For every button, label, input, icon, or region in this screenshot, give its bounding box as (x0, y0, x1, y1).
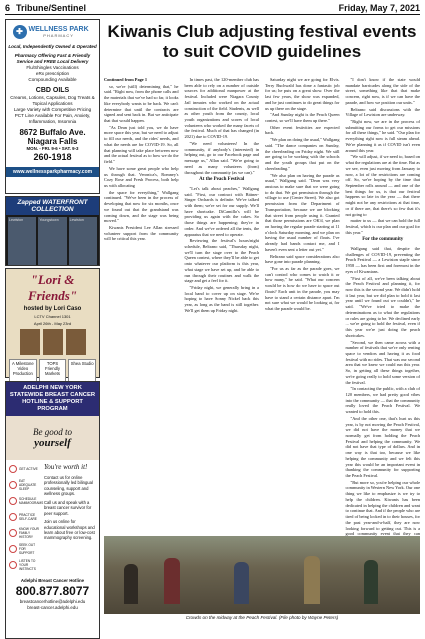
column-3 (265, 77, 340, 555)
issue-date: Friday, May 7, 2021 (338, 3, 420, 13)
pharmacy-name: WELLNESS PARK (28, 25, 89, 33)
crowd-figure (124, 564, 138, 604)
hotline-block (6, 578, 99, 611)
pharmacy-line: Pharmacy Offering Fast & Friendly Service and FREE Local Delivery (14, 52, 91, 64)
hotline-number: 800.877.8077 (15, 583, 90, 598)
list-item: Join us online for educational workshops and learn about free or low-cost mammography screening. (44, 519, 95, 541)
paragraph: "I don't know if the state would mandate barricades along the side of the street, something like that that make concern, right now, is if we can have the parade, and how we position our units." (345, 77, 420, 105)
paragraph: "But more so, you're helping our whole community in Western New York. Our one thing we like to emphasize is we try to help the children. Kiwanis has been dedicated in helping the children and want to continue that. And if the people who are tired of being locked in to their houses, for the past year-and-a-half, they are now looking forward to getting out. This is a good community event that they can (345, 479, 420, 537)
crowd-figure (304, 556, 320, 604)
pharmacy-phone: 260-1918 (33, 152, 72, 163)
paragraph: "We need volunteers! In the community, if anybody's (interested) in helping out, go to our Facebook page and message us," Allan said. "We're going to need as many volunteers (from) throughout the community (as we can)." (184, 140, 259, 175)
paragraph: We have some great people who help us through that. Veronica's, Romney's Cozy Rose and Fresh Process, both help us with allocating (104, 165, 179, 188)
tip-label: SCHEDULE MAMMOGRAMS (19, 497, 44, 506)
pharmacy-logo (13, 23, 93, 41)
crowd-figure (164, 558, 180, 604)
tip-icon (9, 561, 17, 569)
paragraph: Kiwanis President Lee Allan stressed volunteer support from the community will be critical this year. (104, 224, 179, 242)
paragraph: In times past, the 120-member club has been able to rely on a number of outside sources for additional manpower at the festival. Included were Niagara County Jail inmates who worked on the actual construction of the field. Students, as well as other youth from the county, local youth organizations and scores of local volunteers who worked the many facets of the festival. Much of that has changed (in 2021) due to COVID-19. (184, 77, 259, 140)
pharmacy-line: CBD OILS (35, 86, 70, 94)
page-number: 6 (5, 3, 11, 13)
paragraph: the space for everything," Wallgang continued. "We've been in the process of developing that now for six months, once we found out that the grandstand was coming down, and the stage was being moved." (104, 189, 179, 224)
column-2 (185, 77, 260, 555)
adelphi-band: ADELPHI NEW YORK STATEWIDE BREAST CANCER HOTLINE & SUPPORT PROGRAM (6, 382, 99, 416)
tip-label: GET ACTIVE (19, 467, 38, 472)
pharmacy-address: 8672 Buffalo Ave. Niagara Falls (19, 127, 86, 146)
pharmacy-web: www.wellnessparkpharmacy.com (6, 167, 99, 178)
hotline-web: breast-cancer.adelphi.edu (27, 604, 78, 610)
adelphi-ad (5, 381, 100, 639)
tip-icon (9, 545, 17, 553)
guest-photo (20, 329, 40, 355)
pharmacy-line: Large Variety with Competitive Pricing (13, 106, 92, 112)
lori-station: LCTV Channel 1301 (34, 314, 71, 319)
tip-label: EAT ADEQUATE SLEEP (19, 479, 37, 492)
tip-icon (9, 465, 17, 473)
list-item: Contact us for online professionally led bilingual counseling, support and wellness groups. (44, 474, 93, 497)
tip-icon (9, 481, 17, 489)
pharmacy-line: Compounding Available (28, 76, 77, 82)
paragraph: "We also plan on having the parade as usual," Wallgang said. "Dean was very anxious to make sure that we were going to do that. We got permission through the village to use (Center Street). We also got permission from the Department of Transportation, because we are blocking that street from people using it. Granted that those permissions are OK'd, we plan on having the regular parade starting at 11 o'clock Saturday morning, and we plan on having the usual number of floats. I've already had bands contact me, and I haven't even sent a letter out yet." (265, 172, 340, 252)
paragraph: Reviewing the festival's hours/night schedule, Beltrano said, "Thursday night, we'll turn the stage over to the Peach Queen contest, where they'll be able to get onto whatever our platform is this year, what stage we have set up, and be able to run through their routines and walk the stage and get a feel for it. (184, 238, 259, 284)
pharmacy-line: Creams, Lotions, Capsules, Dog Treats & Topical Applications (10, 94, 95, 106)
list-item: Call us and speak with a breast cancer survivor for peer support. (44, 499, 92, 516)
paragraph: Beltrano said space considerations also have gone into parade planning. (265, 253, 340, 265)
pharmacy-hours: MON. - FRI. 9-6 • SAT. 9-3 (26, 146, 79, 152)
hotline-email: breastcancerhotline@adelphi.edu (19, 599, 86, 605)
column-1 (104, 77, 179, 555)
article-columns (104, 77, 420, 555)
tip-icons (9, 463, 44, 572)
listing-cell: Lewiston (69, 217, 97, 265)
paragraph: "And the other one, that's hurt us this year, is by not moving the Peach Festival, we did not have the money that we normally get from holding the Peach Festival and helping the community. We did not have that type of dollars. And in one way is that too, because we like helping the community and we felt this year this would be an important event in thanking the community for supporting the Peach Festival. (345, 415, 420, 479)
waterfront-ad (5, 196, 100, 266)
paragraph: "As Dean just told you, we do have more space this year, but we need to adjust to fill our needs, and the rides' needs, and what the needs are for COVID-19. So, all that planning will take place between now and the actual festival as to how we do the field." (104, 124, 179, 165)
hero-line: Be good to (33, 426, 72, 437)
column-4 (346, 77, 421, 555)
guest-photo (66, 329, 86, 355)
headline: Kiwanis Club adjusting festival events to suit COVID guidelines (107, 22, 417, 61)
paragraph: "Let's talk about peaches," Wallgang said. "First, our contract with Bittner-Singer Orchards is definite. We've talked with them; we're set for our supply. We'll have shortcake. DiCamillo's will be providing us again with the cakes. So those things are happening; they're in order. And we've ordered all the tents, the apparatus that we need to operate. (184, 185, 259, 237)
tip-label: KNOW YOUR FAMILY HISTORY (19, 527, 39, 540)
paragraph: "Second, we then came across with a number of festivals that we're only renting space to vendors and having it as food festival with no rides. That was our second area that we knew we could run this year. So, in getting all these things together, we're going really to hold some version of the festival. (345, 339, 420, 385)
pharmacy-line: eRx prescription (35, 70, 70, 76)
paragraph: Wallgang said that, despite the challenges of COVID-19, preventing the Peach Festival — a Lewiston staple since 1958 — has been first and foremost in the eyes of Kiwanians. (345, 246, 420, 274)
paragraph: "Right now, we are in the process of submitting our forms to get our missions for all these things," he said. "Our plan for everything right now is full steam ahead. We're planning it as if COVID isn't even around this year. (345, 119, 420, 153)
sponsor-box: A Milestone Video Production (9, 359, 37, 385)
adelphi-list (44, 463, 96, 572)
paragraph: "And Sunday night is the Peach Queen contest, so we'll have them up there." (265, 112, 340, 124)
paragraph: Other event festivities are expected back. (265, 124, 340, 136)
sponsor-box: TOPS Friendly Markets (39, 359, 67, 385)
tip-icon (9, 513, 17, 521)
worth-text: You're worth it! (44, 462, 88, 471)
tip-label: LISTEN TO YOUR INSTINCTS (19, 559, 36, 572)
festival-photo (104, 536, 420, 614)
pharmacy-line: Flu/Shingles Vaccinations (26, 64, 79, 70)
lori-dates: April 26th - May 23rd (33, 321, 72, 326)
paragraph: "First of all, we've been talking about the Peach Festival and planning it, for now this is the second year. We didn't hold it last year, but we did plan to hold it last year until we found out we couldn't," he said. "We've tried to make the determinations as to what the regulations or rules are going to be. We declined early ... we're going to hold the festival, even if this year we're just doing the peach shortcakes. (345, 275, 420, 338)
paragraph: matter to us — that we can hold the full festival, which is our plan and our goal for this year." (345, 218, 420, 235)
paragraph: so, we're (still) determining that," he said. "Right now, from the phone calls and the materials that we've had so far, it looks like everybody wants to be back. We can't determine that until the contracts are signed and sent back in. But we anticipate that that would happen. (104, 83, 179, 124)
waterfront-title: Zapped WATERFRONT COLLECTION (6, 197, 99, 215)
crowd-figure (234, 562, 249, 604)
listing-cell: Youngstown (38, 217, 66, 265)
tip-label: SEEK OUT FOR SUPPORT (19, 543, 36, 556)
hotline-name: Adelphi Breast Cancer Hotline (20, 577, 85, 583)
tip-label: PRACTICE SELF-CARE (19, 513, 37, 522)
lori-friends-ad (5, 268, 100, 378)
cross-icon: ✚ (13, 25, 27, 39)
paragraph: "We will adjust, if we need to, based on what the regulations are at the time. But as we see, even just moving from January to now, a lot of the restrictions are coming off. So, we're hoping by the time that September rolls around — and one of the best things for us, is that our festival happens so late in the year — that there might not be any restrictions at that time, or if there are, that there's so few that it's not going to (345, 154, 420, 217)
tip-icon (9, 497, 17, 505)
paper-name: Tribune/Sentinel (16, 3, 87, 13)
ad-column (5, 19, 100, 620)
pharmacy-sub: PHARMACY (43, 33, 74, 39)
paragraph: Beltrano said discussions with the Village of Lewiston are underway. (345, 106, 420, 118)
pharmacy-line: PCT Line Available For Pain, Anxiety, Inflammation, Insomnia (14, 112, 91, 124)
subhead: At the Peach Festival (199, 177, 245, 183)
continued-line: Continued from Page 1 (104, 77, 147, 82)
crowd-figure (364, 560, 378, 604)
lori-host: hosted by Lori Caso (23, 306, 82, 312)
listing-cell: Lewiston (8, 217, 36, 265)
paragraph: "We plan on doing the usual," Wallgang said. "The dance companies on Sunday, the cheerleading on Friday night. We still are going to be working with the schools and the youth groups that put on the cheerleading." (265, 137, 340, 171)
guest-photo (43, 329, 63, 355)
paragraph: "In contacting the public, with a club of 120 members, we had pretty good vibes into the community — that the community really loved the Peach Festival. We wanted to hold this. (345, 386, 420, 415)
pharmacy-ad (5, 19, 100, 194)
page-header (5, 3, 420, 15)
tip-icon (9, 529, 17, 537)
photo-caption: Crowds on the midway at the Peach Festival. (File photo by Wayne Peters) (185, 615, 339, 620)
article (104, 19, 420, 537)
subhead: For the community (362, 237, 404, 243)
paragraph: Saturday night we are going for Elvis. Terry Buchwald has done a fantastic job for us; he puts on a great show. Over the last few years, the show was expanded, and he just continues to do great things for us up there on the stage. (265, 77, 340, 111)
hero-line: yourself (34, 436, 71, 449)
adelphi-hero (6, 416, 99, 460)
paragraph: "Friday night, we generally bring in a local band to cover up on stage. We're hoping to have Sonny Nickel back this year, as long as the band is still together. We'll get them up Friday night. (184, 285, 259, 313)
paragraph: "For us as far as the parade goes, we can't control who comes to watch it or how many," he said. "What our concern would be is how do we have to space out floats? Each unit in the parade, you may have to stand a certain distance apart. I'm not sure what we would be looking at, for what the parade would be. (265, 266, 340, 312)
pharmacy-line: Local, Independently Owned & Operated (8, 44, 97, 49)
sponsor-box: Shea Studio (68, 359, 96, 385)
lori-title: "Lori & Friends" (27, 272, 78, 303)
